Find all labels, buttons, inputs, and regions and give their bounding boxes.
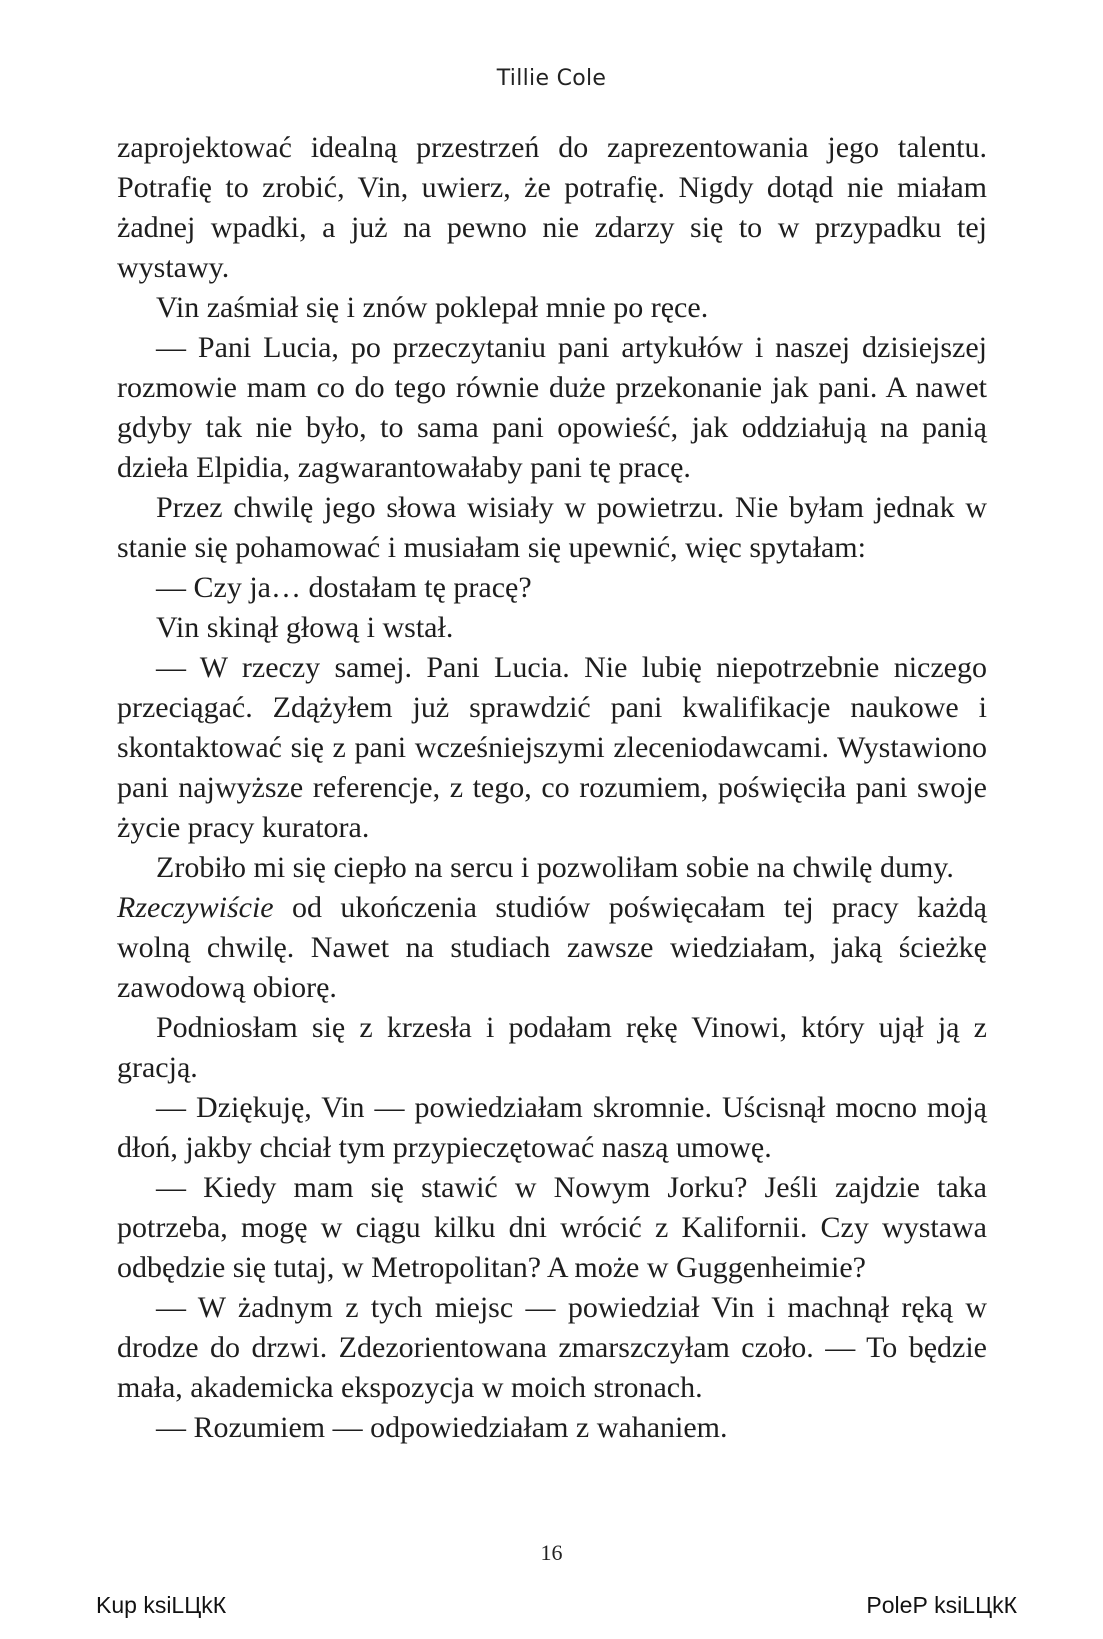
text-body xyxy=(117,128,987,1448)
paragraph-1: zaprojektować idealną przestrzeń do zaprezentowania jego talentu. Potrafię to zrobić, Vin, uwierz, że potrafię. Nigdy dotąd nie miałam żadnej wpadki, a już na pewno nie zdarzy się to w przypadku tej wystawy. xyxy=(117,131,987,284)
paragraph-12: — Kiedy mam się stawić w Nowym Jorku? Jeśli zajdzie taka potrzeba, mogę w ciągu kilku dni wrócić z Kalifornii. Czy wystawa odbędzie się tutaj, w Metropolitan? A może w Guggenheimie? xyxy=(117,1171,987,1284)
paragraph-5: — Czy ja… dostałam tę pracę? xyxy=(156,571,532,604)
paragraph-2: Vin zaśmiał się i znów poklepał mnie po ręce. xyxy=(156,291,709,324)
paragraph-7: — W rzeczy samej. Pani Lucia. Nie lubię niepotrzebnie niczego przeciągać. Zdążyłem już sprawdzić pani kwalifikacje naukowe i skontaktować się z pani wcześniejszymi zleceniodawcami. Wystawiono pani najwyższe referencje, z tego, co rozumiem, poświęciła pani swoje życie pracy kuratora. xyxy=(117,651,987,844)
paragraph-9 xyxy=(117,888,987,1008)
paragraph-10: Podniosłam się z krzesła i podałam rękę Vinowi, który ujął ją z gracją. xyxy=(117,1011,987,1084)
page-number: 16 xyxy=(540,1540,563,1565)
paragraph-6: Vin skinął głową i wstał. xyxy=(156,611,454,644)
paragraph-8: Zrobiło mi się ciepło na sercu i pozwoliłam sobie na chwilę dumy. xyxy=(156,851,954,884)
paragraph-3: — Pani Lucia, po przeczytaniu pani artykułów i naszej dzisiejszej rozmowie mam co do tego równie duże przekonanie jak pani. A nawet gdyby tak nie było, to sama pani opowieść, jak oddziałują na panią dzieła Elpidia, zagwarantowałaby pani tę pracę. xyxy=(117,331,987,484)
recommend-book-link[interactable]: PoleР ksiLЦkК xyxy=(866,1592,1017,1618)
paragraph-4: Przez chwilę jego słowa wisiały w powietrzu. Nie byłam jednak w stanie się pohamować i musiałam się upewnić, więc spytałam: xyxy=(117,491,987,564)
running-header: Tillie Cole xyxy=(496,66,607,91)
paragraph-14: — Rozumiem — odpowiedziałam z wahaniem. xyxy=(156,1411,728,1444)
emphasis-rzeczywiscie: Rzeczywiście xyxy=(117,891,274,924)
paragraph-9-rest: od ukończenia studiów poświęcałam tej pracy każdą wolną chwilę. Nawet na studiach zawsze wiedziałam, jaką ścieżkę zawodową obiorę. xyxy=(117,891,987,1004)
paragraph-13: — W żadnym z tych miejsc — powiedział Vin i machnął ręką w drodze do drzwi. Zdezorientowana zmarszczyłam czoło. — To będzie mała, akademicka ekspozycja w moich stronach. xyxy=(117,1291,987,1404)
paragraph-11: — Dziękuję, Vin — powiedziałam skromnie. Uścisnął mocno moją dłoń, jakby chciał tym przypieczętować naszą umowę. xyxy=(117,1091,987,1164)
buy-book-link[interactable]: Kup ksiLЦkК xyxy=(96,1592,227,1618)
